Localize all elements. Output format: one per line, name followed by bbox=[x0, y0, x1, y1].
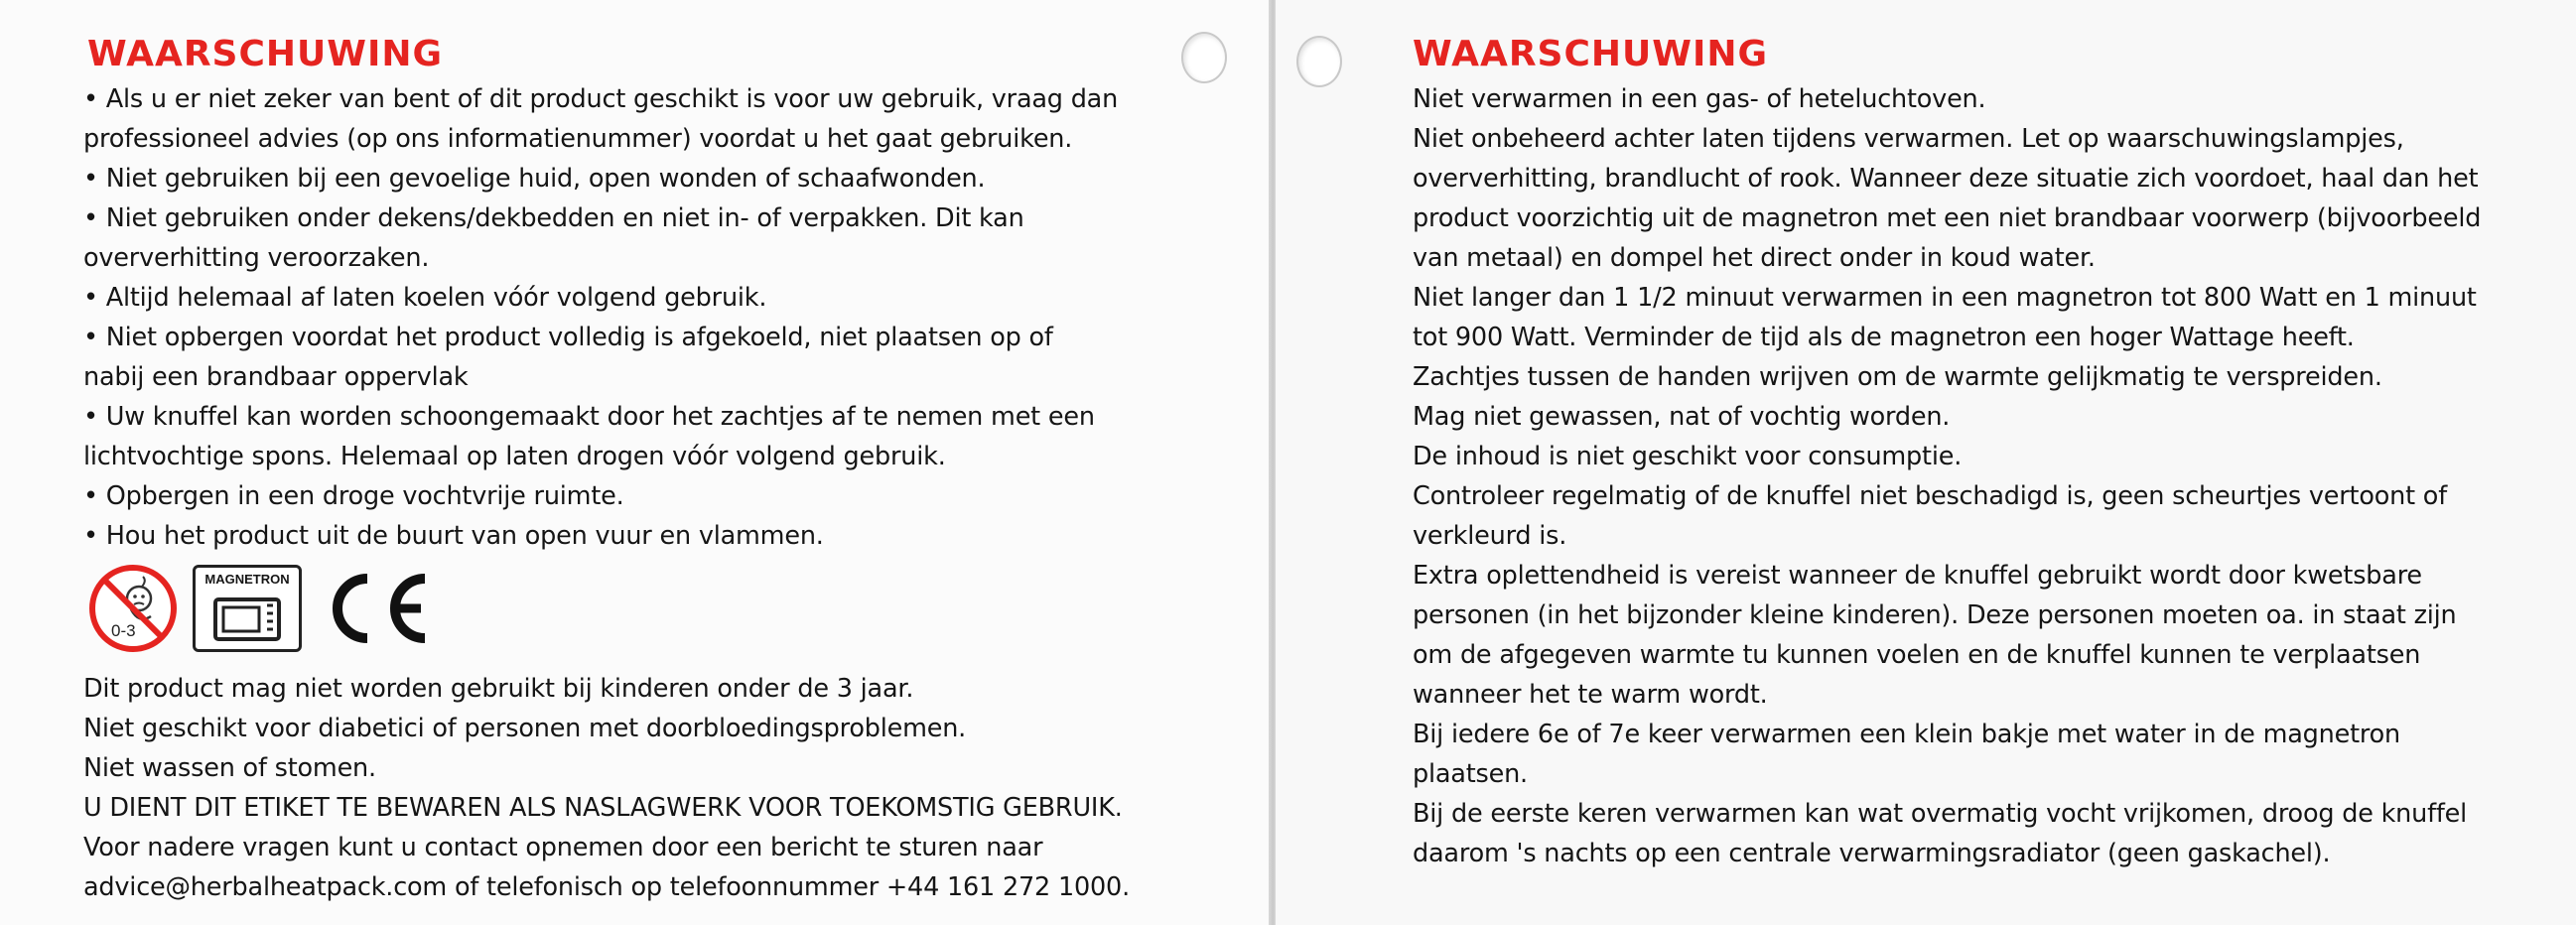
ce-mark-icon bbox=[316, 563, 435, 654]
text-line: • Niet gebruiken bij een gevoelige huid, open wonden of schaafwonden. bbox=[83, 164, 986, 194]
microwave-oven-icon bbox=[198, 590, 297, 649]
left-warning-text bbox=[83, 79, 1195, 556]
text-line: Niet wassen of stomen. bbox=[83, 753, 376, 783]
age-label: 0-3 bbox=[111, 621, 136, 640]
text-line: • Opbergen in een droge vochtvrije ruimte. bbox=[83, 481, 624, 511]
punch-hole bbox=[1296, 36, 1342, 87]
text-line: • Uw knuffel kan worden schoongemaakt door het zachtjes af te nemen met een bbox=[83, 402, 1095, 432]
text-line: plaatsen. bbox=[1413, 759, 1528, 789]
text-line: U DIENT DIT ETIKET TE BEWAREN ALS NASLAGWERK VOOR TOEKOMSTIG GEBRUIK. bbox=[83, 793, 1123, 823]
not-for-under-3-icon bbox=[87, 563, 179, 654]
text-line: product voorzichtig uit de magnetron met een niet brandbaar voorwerp (bijvoorbeeld bbox=[1413, 203, 2482, 233]
text-line: • Niet gebruiken onder dekens/dekbedden en niet in- of verpakken. Dit kan bbox=[83, 203, 1024, 233]
right-heading: WAARSCHUWING bbox=[1413, 34, 1769, 74]
text-line: Voor nadere vragen kunt u contact opnemen door een bericht te sturen naar bbox=[83, 833, 1043, 862]
text-line: De inhoud is niet geschikt voor consumptie. bbox=[1413, 442, 1963, 471]
text-line: Niet onbeheerd achter laten tijdens verwarmen. Let op waarschuwingslampjes, bbox=[1413, 124, 2404, 154]
punch-hole bbox=[1181, 32, 1227, 83]
text-line: oververhitting, brandlucht of rook. Wanneer deze situatie zich voordoet, haal dan het bbox=[1413, 164, 2479, 194]
safety-icons bbox=[87, 562, 435, 655]
text-line: advice@herbalheatpack.com of telefonisch op telefoonnummer +44 161 272 1000. bbox=[83, 872, 1130, 902]
text-line: tot 900 Watt. Verminder de tijd als de magnetron een hoger Wattage heeft. bbox=[1413, 323, 2355, 352]
text-line: Controleer regelmatig of de knuffel niet beschadigd is, geen scheurtjes vertoont of bbox=[1413, 481, 2447, 511]
text-line: Niet langer dan 1 1/2 minuut verwarmen in een magnetron tot 800 Watt en 1 minuut bbox=[1413, 283, 2477, 313]
text-line: Mag niet gewassen, nat of vochtig worden. bbox=[1413, 402, 1951, 432]
text-line: Zachtjes tussen de handen wrijven om de warmte gelijkmatig te verspreiden. bbox=[1413, 362, 2382, 392]
text-line: oververhitting veroorzaken. bbox=[83, 243, 430, 273]
text-line: daarom 's nachts op een centrale verwarmingsradiator (geen gaskachel). bbox=[1413, 839, 2331, 868]
text-line: Extra oplettendheid is vereist wanneer de knuffel gebruikt wordt door kwetsbare bbox=[1413, 561, 2422, 591]
left-bottom-text bbox=[83, 669, 1235, 907]
text-line: lichtvochtige spons. Helemaal op laten drogen vóór volgend gebruik. bbox=[83, 442, 946, 471]
right-page bbox=[1276, 0, 2576, 925]
left-page bbox=[0, 0, 1271, 925]
right-warning-text bbox=[1413, 79, 2534, 873]
text-line: Niet geschikt voor diabetici of personen met doorbloedingsproblemen. bbox=[83, 714, 967, 743]
text-line: van metaal) en dompel het direct onder in koud water. bbox=[1413, 243, 2096, 273]
text-line: Bij iedere 6e of 7e keer verwarmen een klein bakje met water in de magnetron bbox=[1413, 720, 2400, 749]
text-line: wanneer het te warm wordt. bbox=[1413, 680, 1768, 710]
left-heading: WAARSCHUWING bbox=[87, 34, 444, 74]
text-line: • Als u er niet zeker van bent of dit product geschikt is voor uw gebruik, vraag dan bbox=[83, 84, 1119, 114]
text-line: • Niet opbergen voordat het product volledig is afgekoeld, niet plaatsen op of bbox=[83, 323, 1053, 352]
text-line: Bij de eerste keren verwarmen kan wat overmatig vocht vrijkomen, droog de knuffel bbox=[1413, 799, 2468, 829]
text-line: • Hou het product uit de buurt van open vuur en vlammen. bbox=[83, 521, 824, 551]
text-line: verkleurd is. bbox=[1413, 521, 1567, 551]
microwave-icon bbox=[193, 565, 302, 652]
microwave-label: MAGNETRON bbox=[204, 572, 290, 587]
text-line: personen (in het bijzonder kleine kinderen). Deze personen moeten oa. in staat zijn bbox=[1413, 600, 2457, 630]
text-line: • Altijd helemaal af laten koelen vóór volgend gebruik. bbox=[83, 283, 767, 313]
text-line: professioneel advies (op ons informatienummer) voordat u het gaat gebruiken. bbox=[83, 124, 1073, 154]
text-line: nabij een brandbaar oppervlak bbox=[83, 362, 469, 392]
text-line: om de afgegeven warmte tu kunnen voelen en de knuffel kunnen te verplaatsen bbox=[1413, 640, 2421, 670]
text-line: Niet verwarmen in een gas- of heteluchtoven. bbox=[1413, 84, 1986, 114]
text-line: Dit product mag niet worden gebruikt bij kinderen onder de 3 jaar. bbox=[83, 674, 914, 704]
